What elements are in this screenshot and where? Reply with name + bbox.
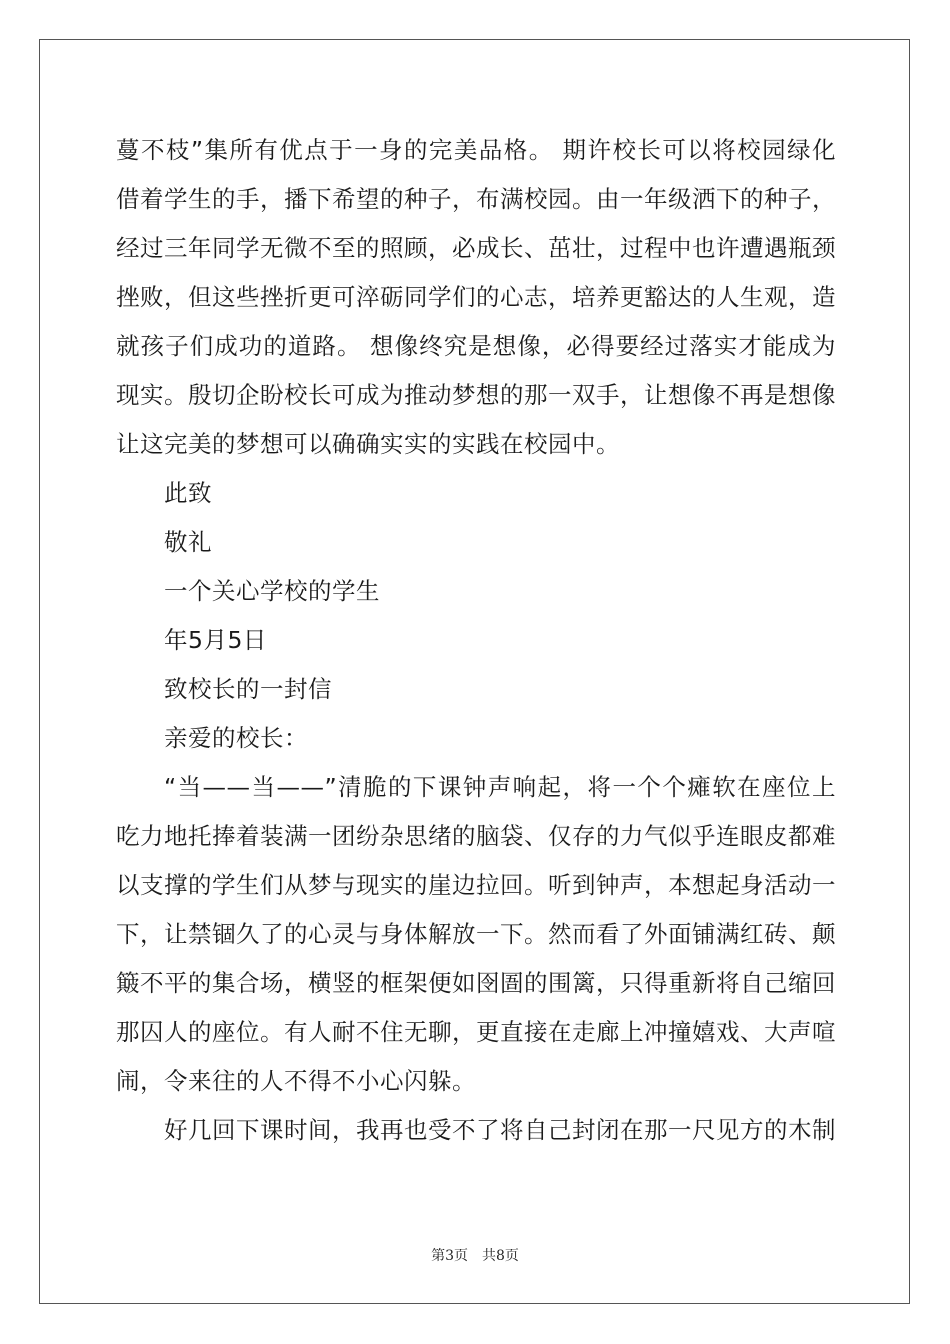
text-line: 闹，令来往的人不得不小心闪躲。 [116, 1067, 476, 1095]
text-line: 经过三年同学无微不至的照顾，必成长、茁壮，过程中也许遭遇瓶颈 [116, 234, 836, 262]
text-line: 借着学生的手，播下希望的种子，布满校园。由一年级洒下的种子， [116, 185, 836, 213]
document-body [116, 126, 836, 1155]
signature: 一个关心学校的学生 [164, 577, 380, 605]
closing-salutation: 此致 [164, 479, 212, 507]
text-line: 吃力地托捧着装满一团纷杂思绪的脑袋、仅存的力气似乎连眼皮都难 [116, 822, 836, 850]
text-line: 让这完美的梦想可以确确实实的实践在校园中。 [116, 430, 620, 458]
page-total: 共8页 [482, 1248, 519, 1264]
page-number: 第3页 [431, 1248, 468, 1264]
letter-title: 致校长的一封信 [164, 675, 332, 703]
text-line: 下，让禁锢久了的心灵与身体解放一下。然而看了外面铺满红砖、颠 [116, 920, 836, 948]
greeting: 亲爱的校长： [164, 724, 308, 752]
letter-date: 年5月5日 [164, 626, 267, 654]
text-line: 蔓不枝”集所有优点于一身的完美品格。 期许校长可以将校园绿化 [116, 136, 836, 164]
closing-regards: 敬礼 [164, 528, 212, 556]
text-line: “当——当——”清脆的下课钟声响起，将一个个瘫软在座位上 [164, 773, 836, 801]
text-line: 现实。殷切企盼校长可成为推动梦想的那一双手，让想像不再是想像 [116, 381, 836, 409]
text-line: 那囚人的座位。有人耐不住无聊，更直接在走廊上冲撞嬉戏、大声喧 [116, 1018, 836, 1046]
text-line: 就孩子们成功的道路。 想像终究是想像，必得要经过落实才能成为 [116, 332, 836, 360]
text-line: 挫败，但这些挫折更可淬砺同学们的心志，培养更豁达的人生观，造 [116, 283, 836, 311]
text-line: 好几回下课时间，我再也受不了将自己封闭在那一尺见方的木制 [164, 1116, 836, 1144]
text-line: 以支撑的学生们从梦与现实的崖边拉回。听到钟声，本想起身活动一 [116, 871, 836, 899]
text-line: 簸不平的集合场，横竖的框架便如囹圄的围篱，只得重新将自己缩回 [116, 969, 836, 997]
page-footer [0, 1245, 950, 1265]
